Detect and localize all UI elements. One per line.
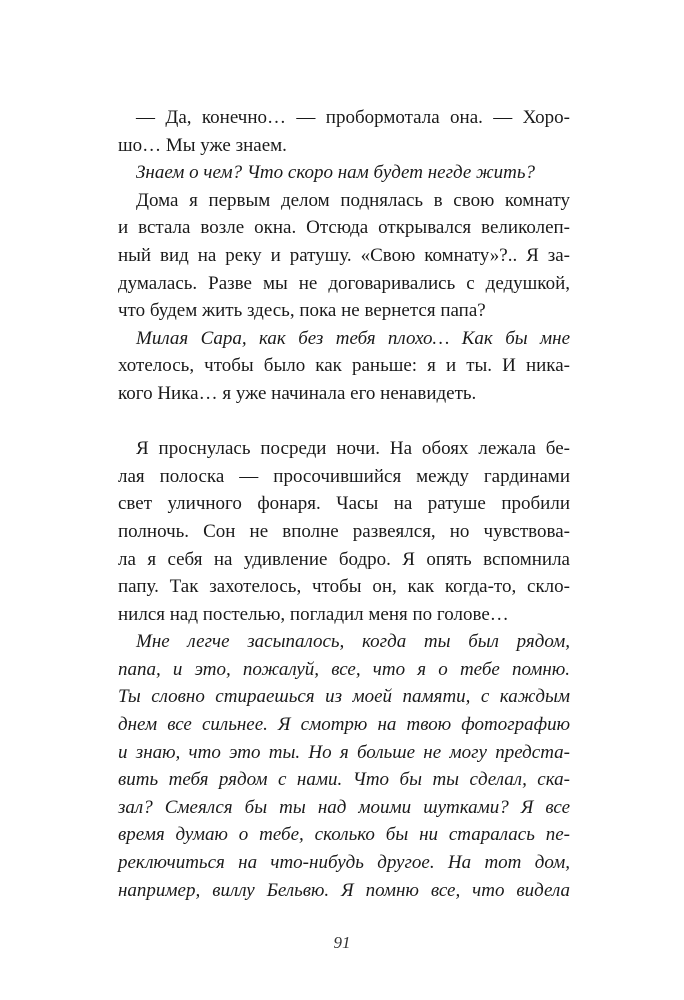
text-line: папа, и это, пожалуй, все, что я о тебе помню. bbox=[118, 658, 570, 680]
text-line: полночь. Сон не вполне развеялся, но чувствова- bbox=[118, 520, 570, 542]
text-line: кого Ника… я уже начинала его ненавидеть. bbox=[118, 382, 477, 404]
text-line bbox=[118, 325, 570, 353]
text-line: — Да, конечно… — пробормотала она. — Хоро- bbox=[136, 107, 570, 128]
text-line: думалась. Разве мы не договаривались с дедушкой, bbox=[118, 272, 570, 294]
text-line: например, виллу Бельвю. Я помню все, что видела bbox=[118, 879, 570, 901]
text-line: ла я себя на удивление бодро. Я опять вспомнила bbox=[118, 548, 570, 570]
italic-fragment: Милая Сара, как без тебя плохо… Как бы мне bbox=[136, 327, 570, 349]
text-line: вить тебя рядом с нами. Что бы ты сделал, ска- bbox=[118, 769, 570, 791]
page-number: 91 bbox=[333, 933, 351, 952]
text-line: Ты словно стираешься из моей памяти, с каждым bbox=[118, 686, 570, 708]
text-line: и знаю, что это ты. Но я больше не могу предста- bbox=[118, 741, 570, 763]
text-line: свет уличного фонаря. Часы на ратуше пробили bbox=[118, 493, 570, 515]
text-line: лая полоска — просочившийся между гардинами bbox=[118, 465, 570, 487]
text-line: шо… Мы уже знаем. bbox=[118, 134, 287, 156]
text-line: что будем жить здесь, пока не вернется папа? bbox=[118, 300, 486, 322]
text-line: Дома я первым делом поднялась в свою комнату bbox=[136, 189, 570, 211]
text-line: Я проснулась посреди ночи. На обоях лежала бе- bbox=[136, 438, 570, 460]
text-line: Мне легче засыпалось, когда ты был рядом, bbox=[136, 631, 570, 653]
text-line: реключиться на что-нибудь другое. На тот дом, bbox=[118, 852, 570, 874]
text-line: и встала возле окна. Отсюда открывался великолеп- bbox=[118, 217, 570, 239]
text-line: время думаю о тебе, сколько бы ни старалась пе- bbox=[118, 824, 570, 846]
text-line: ный вид на реку и ратушу. «Свою комнату»?.. Я за- bbox=[118, 244, 570, 266]
text-line: зал? Смеялся бы ты над моими шутками? Я все bbox=[118, 796, 570, 818]
text-line: папу. Так захотелось, чтобы он, как когда-то, скло- bbox=[118, 576, 570, 598]
text-line: Знаем о чем? Что скоро нам будет негде жить? bbox=[136, 162, 536, 184]
text-line: хотелось, чтобы было как раньше: я и ты. И ника- bbox=[118, 355, 570, 377]
text-line: нился над постелью, погладил меня по голове… bbox=[118, 603, 509, 625]
text-line: днем все сильнее. Я смотрю на твою фотографию bbox=[118, 714, 570, 736]
section-break bbox=[118, 408, 570, 436]
body-text bbox=[118, 104, 570, 904]
